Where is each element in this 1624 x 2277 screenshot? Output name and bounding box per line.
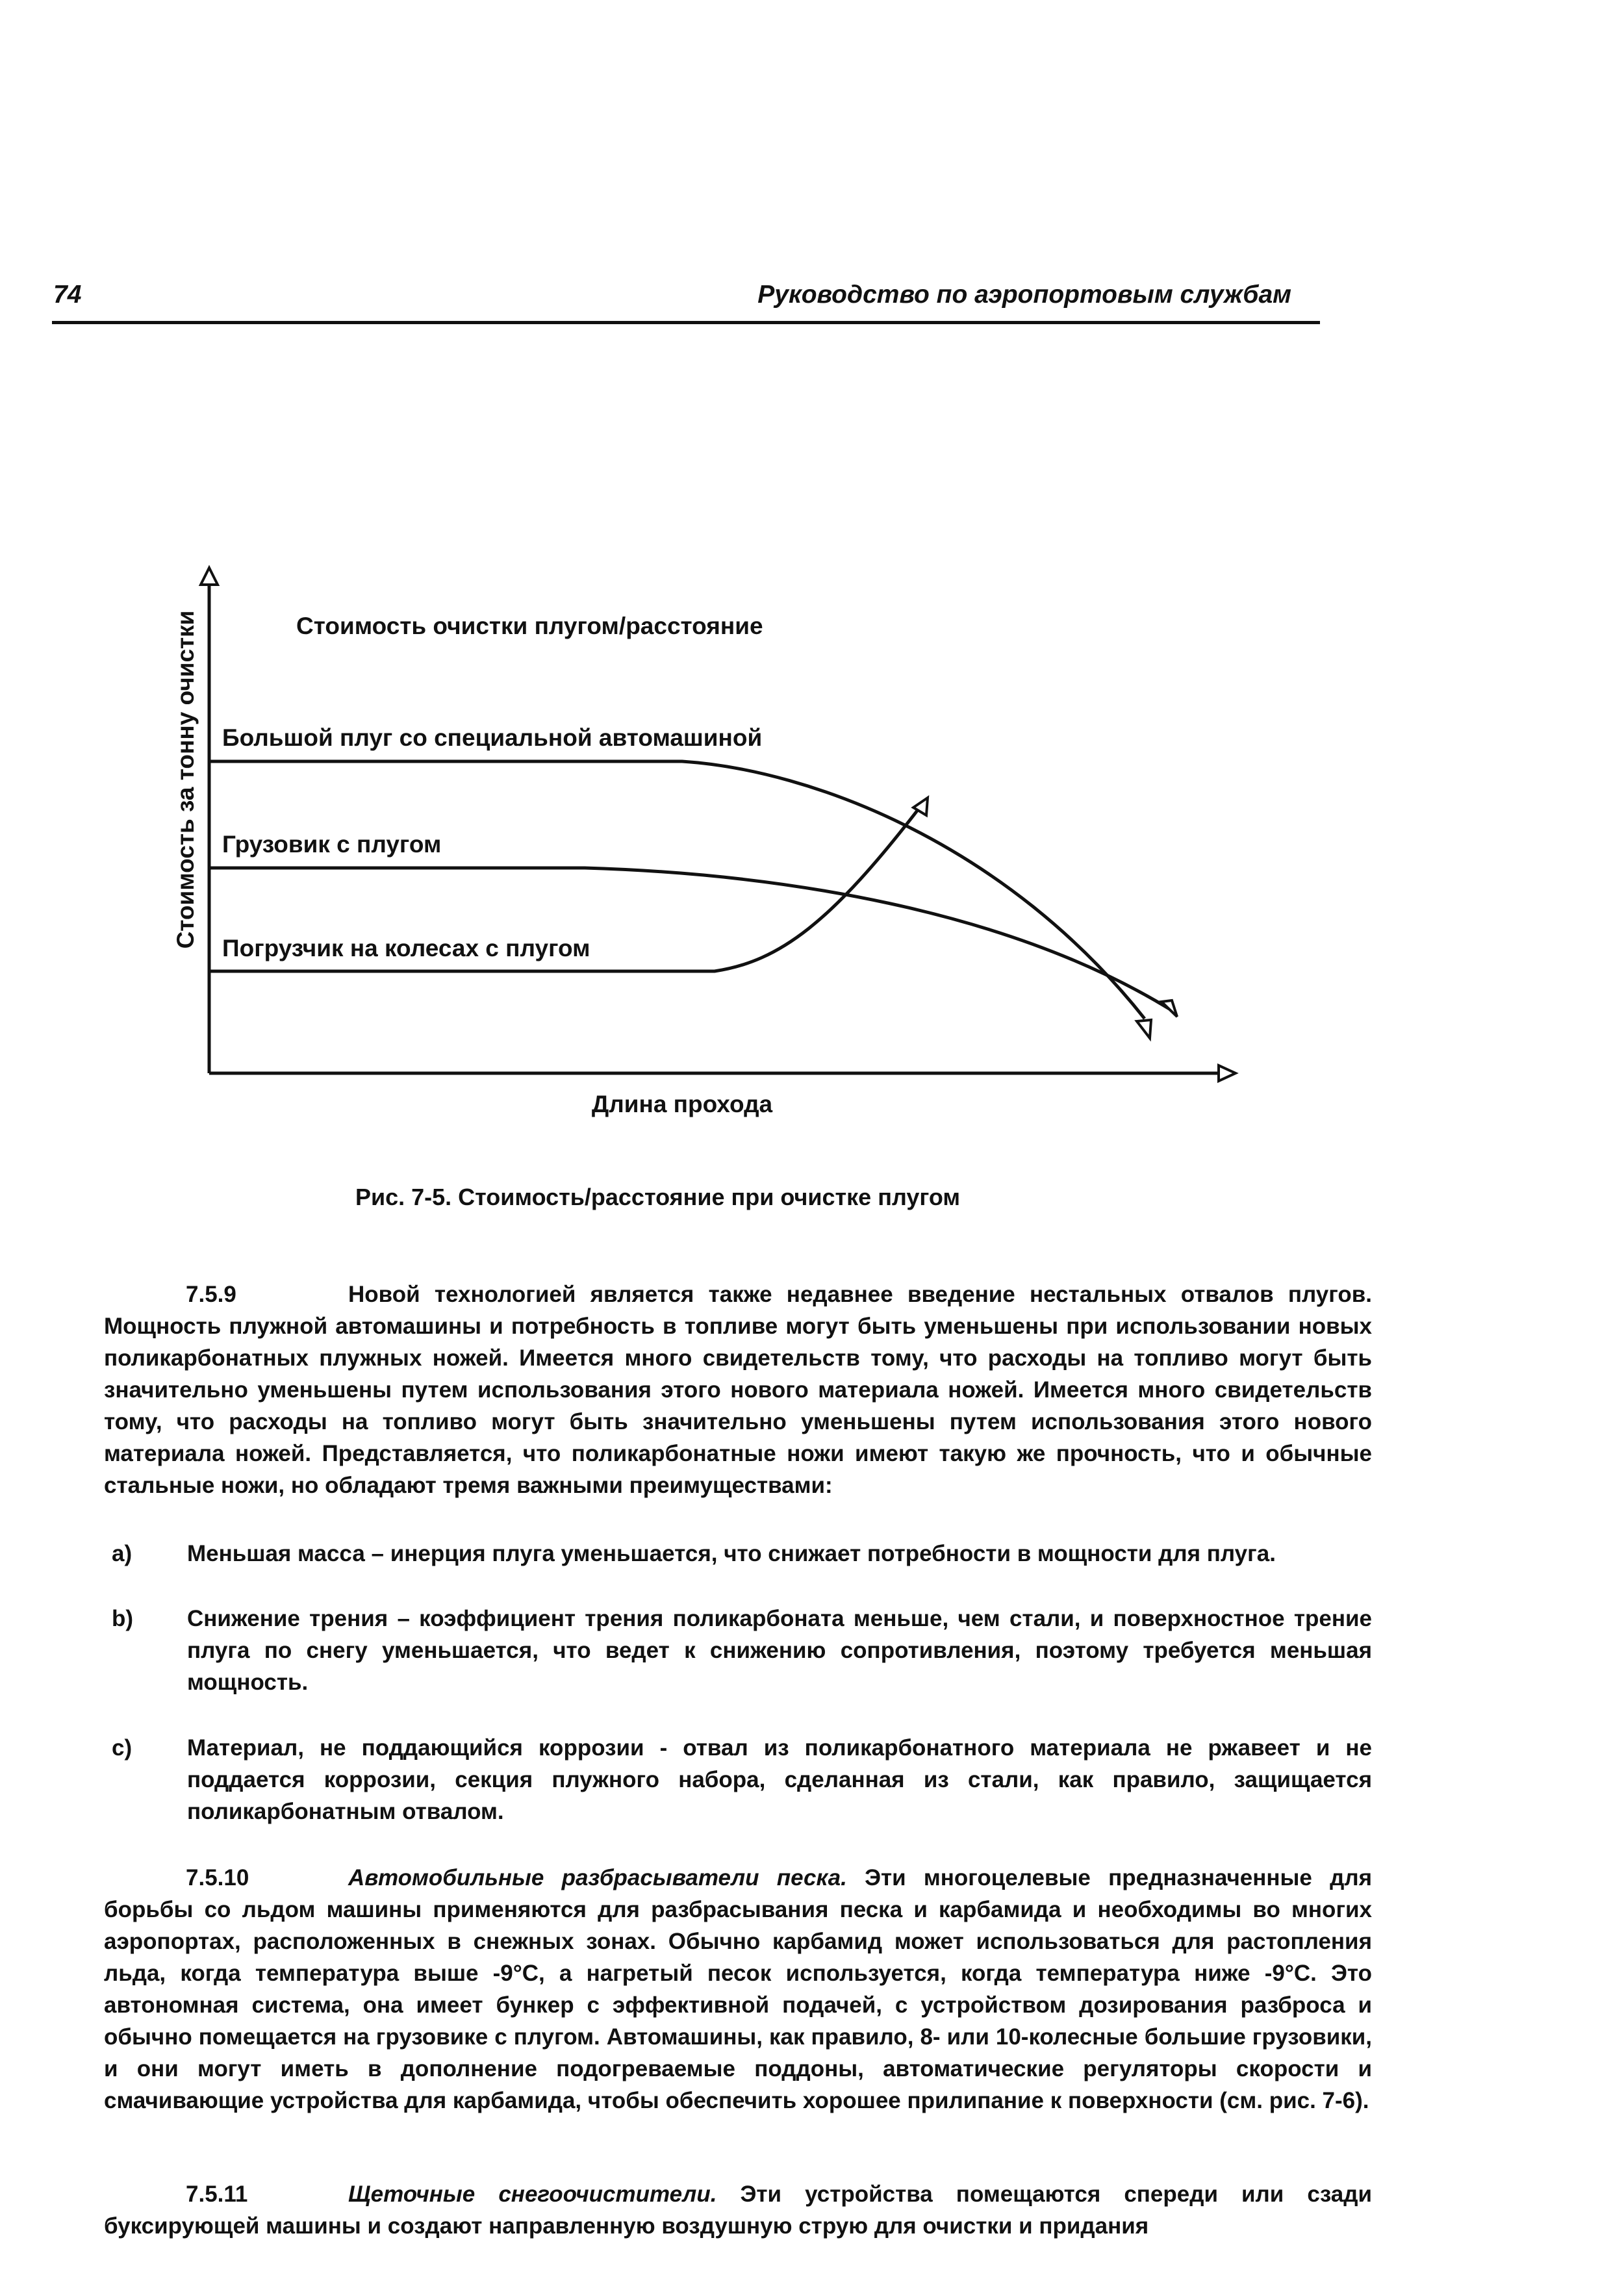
- y-axis-label: Стоимость за тонну очистки: [172, 610, 199, 949]
- figure-caption: Рис. 7-5. Стоимость/расстояние при очистке плугом: [355, 1184, 961, 1210]
- figure-title: Стоимость очистки плугом/расстояние: [296, 613, 763, 639]
- large-plow-arrow-icon: [1137, 1020, 1151, 1038]
- curve-label-large-plow: Большой плуг со специальной автомашиной: [222, 724, 763, 751]
- list-item-label: c): [112, 1735, 133, 1761]
- list-item-text: Материал, не поддающийся коррозии - отвал из поликарбонатного материала не ржавеет и не поддается коррозии, секция плужного набора, сделанная из стали, как правило, защищается поликарбонатным отвалом.: [187, 1735, 1372, 1824]
- paragraph-number: 7.5.9: [186, 1282, 236, 1307]
- paragraph-number: 7.5.11: [186, 2182, 248, 2207]
- list-item-b: [104, 1603, 1372, 1698]
- curve-label-loader: Погрузчик на колесах с плугом: [222, 935, 590, 961]
- x-axis-arrow-icon: [1219, 1065, 1236, 1081]
- list-item-label: b): [112, 1606, 134, 1631]
- list-item-text: Снижение трения – коэффициент трения поликарбоната меньше, чем стали, и поверхностное трение плуга по снегу уменьшается, что ведет к снижению сопротивления, поэтому требуется меньшая мощность.: [187, 1606, 1372, 1695]
- paragraph-text: Новой технологией является также недавнее введение нестальных отвалов плугов. Мощность плужной автомашины и потребность в топливе могут быть уменьшены при использовании новых поликарбонатных плужных ножей. Имеется много свидетельств тому, что расходы на топливо могут быть значительно уменьшены путем использования этого нового материала ножей. Имеется много свидетельств тому, что расходы на топливо могут быть значительно уменьшены путем использования этого нового материала ножей. Представляется, что поликарбонатные ножи имеют такую же прочность, что и обычные стальные ножи, но обладают тремя важными преимуществами:: [104, 1282, 1372, 1498]
- list-item-a: [104, 1538, 1372, 1570]
- paragraph-7-5-11: [104, 2178, 1372, 2242]
- list-item-label: a): [112, 1541, 133, 1566]
- x-axis-label: Длина прохода: [591, 1091, 773, 1117]
- page-number: 74: [53, 281, 82, 309]
- y-axis-arrow-icon: [201, 568, 218, 585]
- curve-large-plow: [209, 761, 1145, 1019]
- paragraph-text: Эти многоцелевые предназначенные для борьбы со льдом машины применяются для разбрасывания песка и карбамида и необходимы во многих аэропортах, расположенных в снежных зонах. Обычно карбамид может использоваться для растопления льда, когда температура выше -9°C, а нагретый песок используется, когда температура ниже -9°C. Это автономная система, она имеет бункер с эффективной подачей, с устройством дозирования разброса и обычно помещается на грузовике с плугом. Автомашины, как правило, 8- или 10-колесные большие грузовики, и они могут иметь в дополнение подогреваемые поддоны, автоматические регуляторы скорости и смачивающие устройства для карбамида, чтобы обеспечить хорошее прилипание к поверхности (см. рис. 7-6).: [104, 1865, 1372, 2113]
- paragraph-7-5-9: [104, 1278, 1372, 1501]
- truck-arrow-icon: [1161, 1000, 1177, 1017]
- paragraph-7-5-10: [104, 1862, 1372, 2117]
- paragraph-number: 7.5.10: [186, 1865, 249, 1890]
- list-item-text: Меньшая масса – инерция плуга уменьшается, что снижает потребности в мощности для плуга.: [187, 1541, 1276, 1566]
- running-title: Руководство по аэропортовым службам: [757, 281, 1291, 309]
- curve-label-truck: Грузовик с плугом: [222, 831, 442, 858]
- paragraph-text: Эти устройства помещаются спереди или сзади буксирующей машины и создают направленную воздушную струю для очистки и придания: [104, 2182, 1372, 2239]
- paragraph-lead: Щеточные снегоочистители.: [348, 2182, 717, 2207]
- list-item-c: [104, 1732, 1372, 1827]
- paragraph-lead: Автомобильные разбрасыватели песка.: [348, 1865, 847, 1890]
